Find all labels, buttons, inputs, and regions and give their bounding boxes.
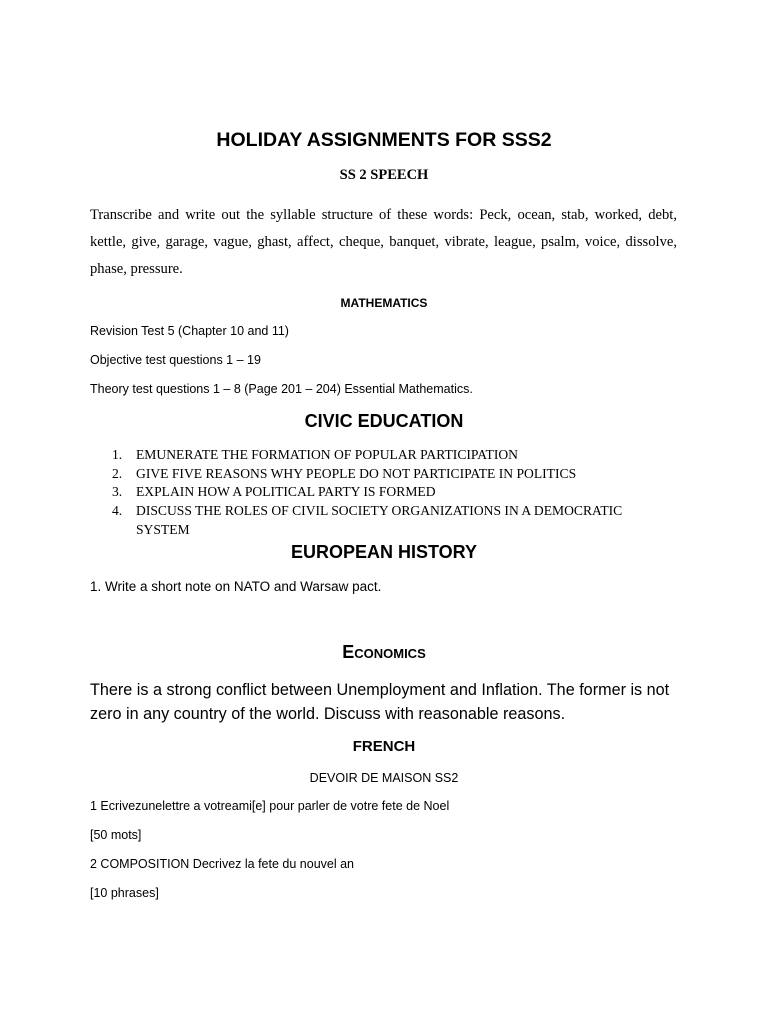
math-line: Objective test questions 1 – 19 — [90, 353, 261, 367]
french-line: [10 phrases] — [90, 886, 159, 900]
list-item — [90, 483, 650, 502]
math-line: Revision Test 5 (Chapter 10 and 11) — [90, 324, 289, 338]
list-item — [90, 446, 650, 465]
list-item-number: 2. — [112, 465, 123, 481]
list-item-text: EXPLAIN HOW A POLITICAL PARTY IS FORMED — [136, 484, 436, 500]
french-subheading: DEVOIR DE MAISON SS2 — [309, 771, 459, 785]
math-line: Theory test questions 1 – 8 (Page 201 – 204) Essential Mathematics. — [90, 382, 473, 396]
list-item-number: 4. — [112, 503, 123, 519]
list-item — [90, 502, 650, 539]
civic-question-list — [90, 446, 650, 540]
european-history-heading: EUROPEAN HISTORY — [290, 542, 478, 562]
list-item-text: DISCUSS THE ROLES OF CIVIL SOCIETY ORGANIZATIONS IN A DEMOCRATIC SYSTEM — [136, 503, 623, 537]
list-item-number: 3. — [112, 484, 123, 500]
civic-education-heading: CIVIC EDUCATION — [304, 411, 464, 431]
french-line: 1 Ecrivezunelettre a votreami[e] pour parler de votre fete de Noel — [90, 799, 450, 813]
european-history-question: 1. Write a short note on NATO and Warsaw pact. — [90, 579, 382, 594]
list-item-number: 1. — [112, 447, 123, 462]
french-line: 2 COMPOSITION Decrivez la fete du nouvel an — [90, 857, 354, 871]
list-item — [90, 465, 650, 484]
french-line: [50 mots] — [90, 828, 142, 842]
speech-heading: SS 2 SPEECH — [339, 167, 429, 183]
economics-question: There is a strong conflict between Unemployment and Inflation. The former is not zero in any country of the world. Discuss with reasonable reasons. — [90, 681, 670, 723]
speech-instructions: Transcribe and write out the syllable structure of these words: Peck, ocean, stab, worked, debt, kettle, give, garage, vague, ghast, affect, cheque, banquet, vibrate, league, psalm, voice, dissolve, phase, pressure. — [90, 207, 677, 277]
french-heading: FRENCH — [352, 738, 416, 755]
mathematics-heading: MATHEMATICS — [340, 296, 428, 310]
list-item-text: EMUNERATE THE FORMATION OF POPULAR PARTICIPATION — [136, 447, 518, 462]
list-item-text: GIVE FIVE REASONS WHY PEOPLE DO NOT PARTICIPATE IN POLITICS — [136, 465, 577, 481]
document-title: HOLIDAY ASSIGNMENTS FOR SSS2 — [216, 129, 552, 151]
economics-heading: Economics — [342, 642, 426, 662]
